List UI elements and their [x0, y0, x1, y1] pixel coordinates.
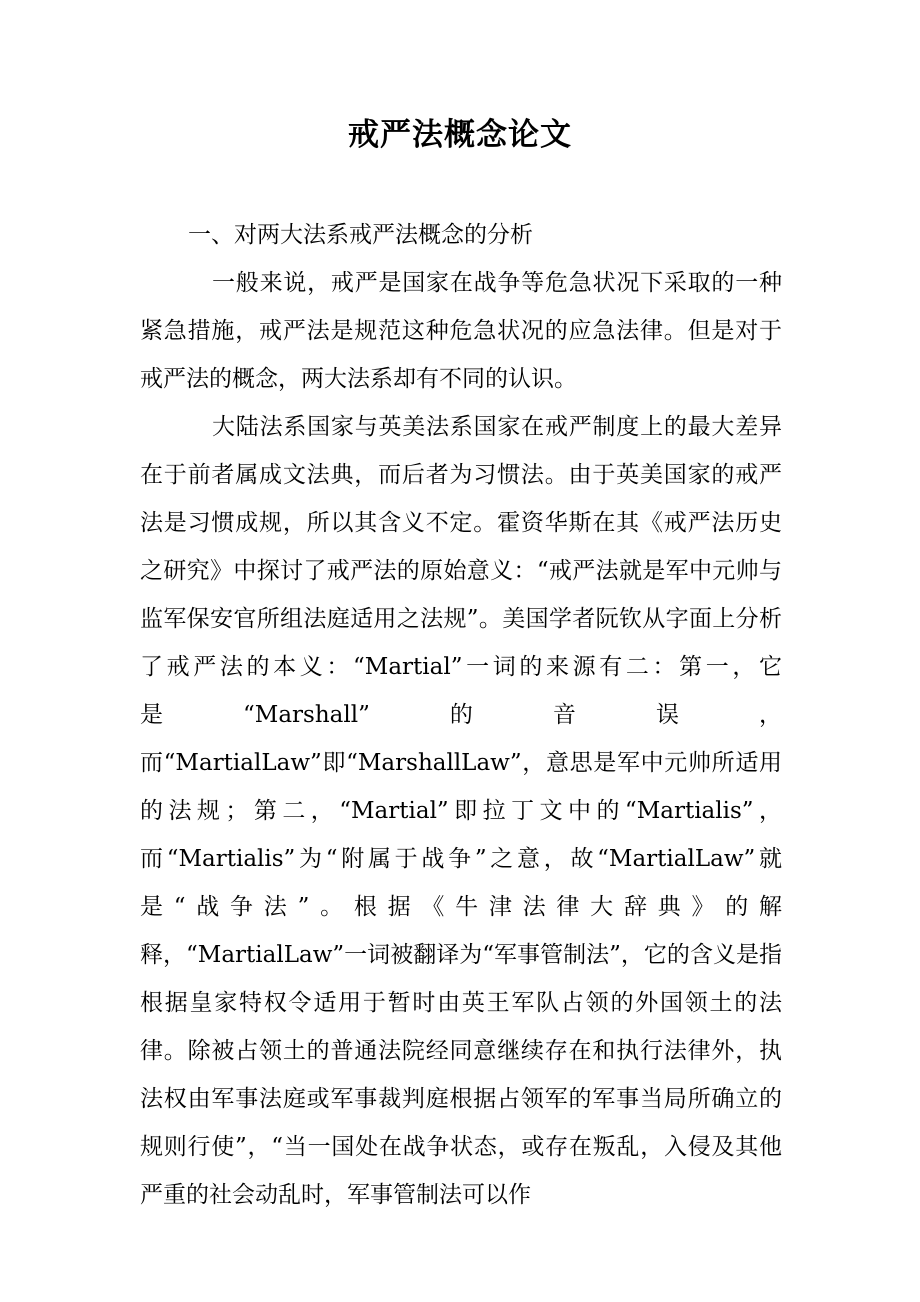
section-heading: 一、对两大法系戒严法概念的分析 [188, 222, 533, 248]
document-body [140, 211, 782, 1219]
paragraph-2: 大陆法系国家与英美法系国家在戒严制度上的最大差异在于前者属成文法典，而后者为习惯法。由于英美国家的戒严法是习惯成规，所以其含义不定。霍资华斯在其《戒严法历史之研究》中探讨了戒严法的原始意义：“戒严法就是军中元帅与监军保安官所组法庭适用之法规”。美国学者阮钦从字面上分析了戒严法的本义：“Martial”一词的来源有二：第一，它是“Marshall”的音误，而“MartialLaw”即“MarshallLaw”，意思是军中元帅所适用的法规；第二，“Martial”即拉丁文中的“Martialis”，而“Martialis”为“附属于战争”之意，故“MartialLaw”就是“战争法”。根据《牛津法律大辞典》的解释，“MartialLaw”一词被翻译为“军事管制法”，它的含义是指根据皇家特权令适用于暂时由英王军队占领的外国领土的法律。除被占领土的普通法院经同意继续存在和执行法律外，执法权由军事法庭或军事裁判庭根据占领军的军事当局所确立的规则行使”，“当一国处在战争状态，或存在叛乱，入侵及其他严重的社会动乱时，军事管制法可以作 [140, 414, 782, 1208]
document-title: 戒严法概念论文 [348, 117, 572, 153]
paragraph-1: 一般来说，戒严是国家在战争等危急状况下采取的一种紧急措施，戒严法是规范这种危急状况的应急法律。但是对于戒严法的概念，两大法系却有不同的认识。 [140, 270, 782, 392]
